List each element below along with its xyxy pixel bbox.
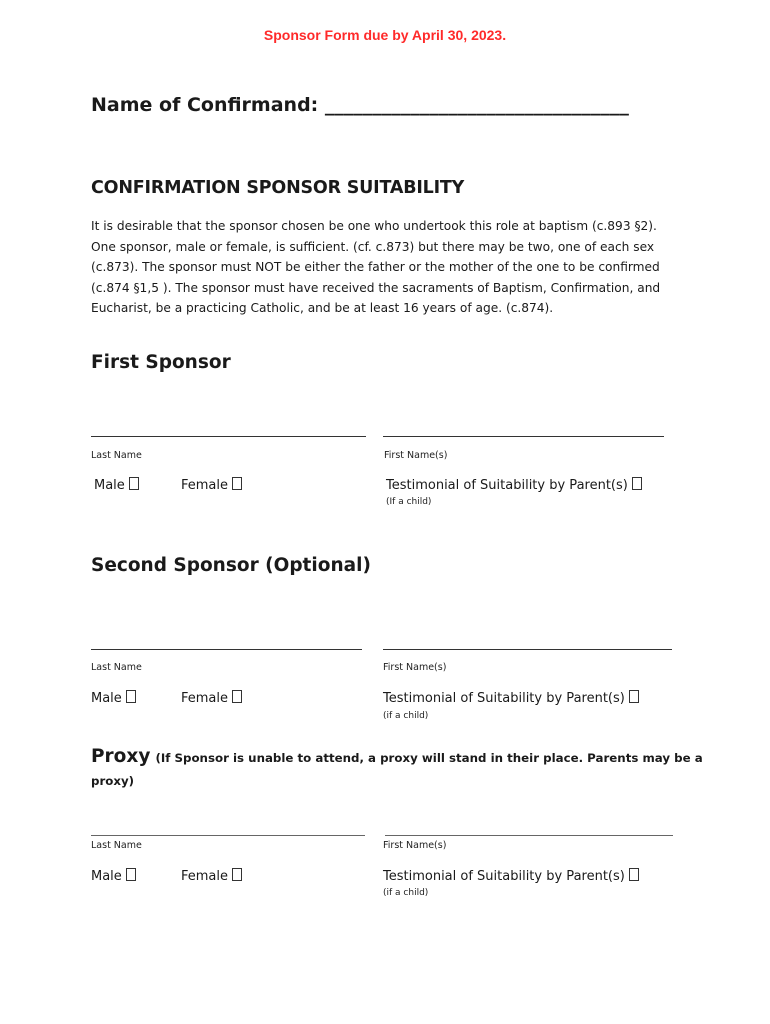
second-sponsor-male-option — [91, 690, 136, 706]
suitability-heading: CONFIRMATION SPONSOR SUITABILITY — [91, 178, 465, 198]
proxy-note-continued: proxy) — [91, 774, 135, 788]
first-sponsor-last-name-field[interactable] — [91, 436, 366, 437]
testimonial-label: Testimonial of Suitability by Parent(s) — [383, 869, 625, 884]
paragraph-line: Eucharist, be a practicing Catholic, and be at least 16 years of age. (c.874). — [91, 301, 554, 315]
male-label: Male — [91, 869, 122, 884]
first-sponsor-male-option — [94, 477, 139, 493]
second-sponsor-testimonial-option — [383, 690, 639, 706]
second-sponsor-heading: Second Sponsor (Optional) — [91, 555, 371, 576]
first-name-label: First Name(s) — [383, 662, 447, 673]
testimonial-checkbox[interactable] — [632, 477, 642, 490]
last-name-label: Last Name — [91, 840, 142, 851]
second-sponsor-female-option — [181, 690, 242, 706]
suitability-paragraph — [91, 216, 691, 319]
if-child-note: (If a child) — [386, 497, 432, 507]
due-date-notice: Sponsor Form due by April 30, 2023. — [263, 27, 507, 43]
first-sponsor-testimonial-option — [386, 477, 642, 493]
paragraph-line: (c.873). The sponsor must NOT be either the father or the mother of the one to be confirmed — [91, 260, 660, 274]
testimonial-checkbox[interactable] — [629, 868, 639, 881]
if-child-note: (if a child) — [383, 888, 429, 898]
proxy-first-name-field[interactable] — [385, 835, 673, 836]
proxy-female-option — [181, 868, 242, 884]
female-checkbox[interactable] — [232, 477, 242, 490]
male-label: Male — [91, 691, 122, 706]
proxy-heading: Proxy — [91, 746, 151, 767]
testimonial-label: Testimonial of Suitability by Parent(s) — [386, 478, 628, 493]
male-checkbox[interactable] — [129, 477, 139, 490]
female-checkbox[interactable] — [232, 690, 242, 703]
first-name-label: First Name(s) — [384, 450, 448, 461]
paragraph-line: (c.874 §1,5 ). The sponsor must have received the sacraments of Baptism, Confirmation, and — [91, 280, 661, 295]
proxy-last-name-field[interactable] — [91, 835, 365, 836]
second-sponsor-last-name-field[interactable] — [91, 649, 362, 650]
female-label: Female — [181, 869, 229, 884]
proxy-note: (If Sponsor is unable to attend, a proxy will stand in their place. Parents may be a — [155, 751, 703, 765]
last-name-label: Last Name — [91, 450, 142, 461]
female-label: Female — [181, 478, 229, 493]
paragraph-line: One sponsor, male or female, is sufficient. (cf. c.873) but there may be two, one of each sex — [91, 239, 655, 254]
second-sponsor-first-name-field[interactable] — [383, 649, 672, 650]
male-label: Male — [94, 478, 125, 493]
testimonial-label: Testimonial of Suitability by Parent(s) — [383, 691, 625, 706]
paragraph-line: It is desirable that the sponsor chosen be one who undertook this role at baptism (c.893 §2). — [91, 219, 657, 233]
proxy-testimonial-option — [383, 868, 639, 884]
first-sponsor-female-option — [181, 477, 242, 493]
testimonial-checkbox[interactable] — [629, 690, 639, 703]
first-name-label: First Name(s) — [383, 840, 447, 851]
proxy-heading-row — [91, 746, 703, 767]
if-child-note: (if a child) — [383, 711, 429, 721]
first-sponsor-heading: First Sponsor — [91, 352, 231, 373]
first-sponsor-first-name-field[interactable] — [383, 436, 664, 437]
proxy-male-option — [91, 868, 136, 884]
male-checkbox[interactable] — [126, 868, 136, 881]
male-checkbox[interactable] — [126, 690, 136, 703]
female-label: Female — [181, 691, 229, 706]
confirmand-name-label: Name of Confirmand: ________________________________ — [91, 94, 629, 116]
last-name-label: Last Name — [91, 662, 142, 673]
female-checkbox[interactable] — [232, 868, 242, 881]
